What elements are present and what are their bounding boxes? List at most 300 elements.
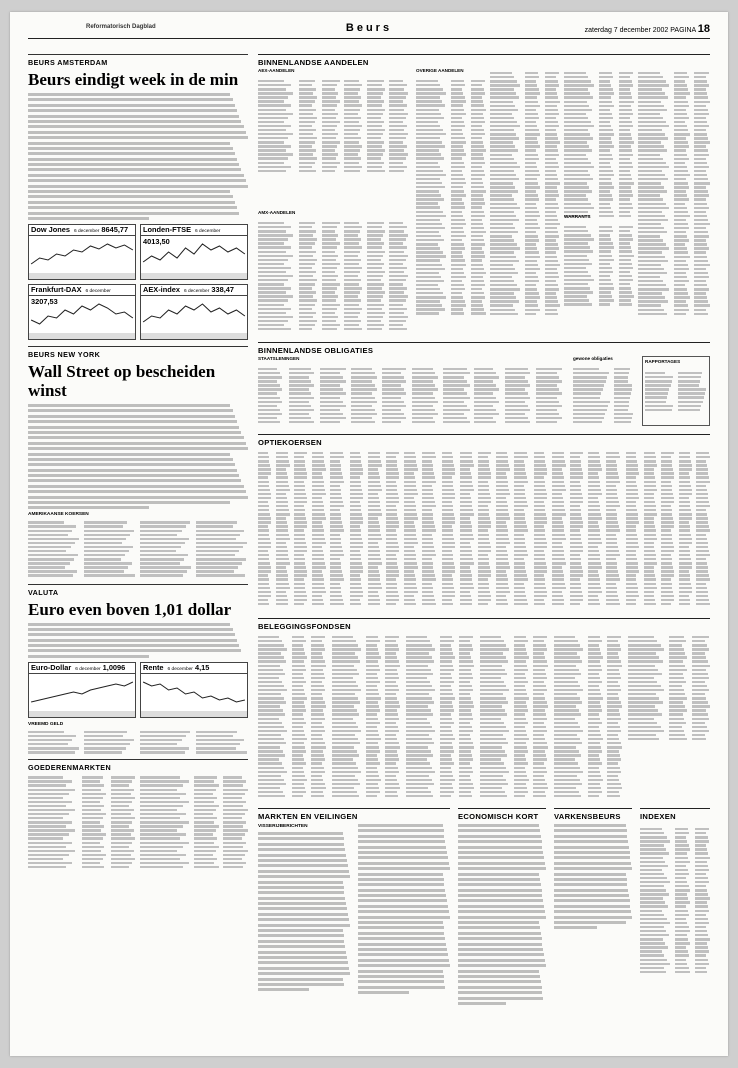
table-cell [545,125,559,127]
table-cell [533,705,548,707]
table-cell [460,476,472,478]
table-cell [525,203,536,205]
table-cell [111,805,129,807]
table-cell [386,570,399,572]
table-cell [694,256,707,258]
table-cell [404,546,414,548]
table-cell [111,784,129,786]
table-cell [552,578,564,580]
table-cell [258,685,284,687]
table-cell [564,76,588,78]
table-cell [534,587,546,589]
table-cell [386,497,399,499]
table-cell [404,562,417,564]
table-cell [258,283,284,285]
table-cell [111,862,132,864]
table-cell [694,227,706,229]
table-cell [490,105,515,107]
table-cell [490,235,512,237]
table-cell [442,529,453,531]
table-cell [619,246,632,248]
table-cell [471,182,484,184]
table-cell [638,174,665,176]
table-cell [679,578,690,580]
table-cell [514,665,527,667]
table-cell [459,669,471,671]
table-cell [471,100,484,102]
table-cell [478,546,491,548]
amx-aandelen-label: AMX-AANDELEN [258,210,296,215]
table-cell [406,750,431,752]
table-cell [628,660,663,662]
table-cell [82,850,101,852]
table-cell [422,472,434,474]
table-cell [194,833,213,835]
table-cell [607,775,618,777]
table-cell [606,566,617,568]
table-cell [640,971,666,973]
chart-londen-ftse: Londen-FTSE 6 december 4013,50 [140,224,248,280]
table-cell [299,246,312,248]
rapportages-title: RAPPORTAGES [645,359,681,364]
table-cell [299,104,312,106]
table-cell [258,558,269,560]
table-cell [694,284,707,286]
table-cell [545,76,557,78]
table-cell [694,211,706,213]
fondsen-table-2 [332,636,400,799]
table-cell [406,673,433,675]
table-cell [312,481,324,483]
table-cell [389,157,405,159]
table-cell [696,538,706,540]
vreemd-geld-title: VREEMD GELD [28,721,64,727]
text-line [258,978,343,981]
table-cell [451,251,462,253]
table-cell [422,587,433,589]
table-cell [351,384,375,386]
table-cell [638,80,666,82]
table-cell [628,693,656,695]
table-cell [694,149,708,151]
table-cell [525,235,538,237]
market-charts [28,224,248,340]
table-cell [367,109,385,111]
table-cell [404,525,415,527]
table-cell [385,693,396,695]
table-cell [330,468,341,470]
table-cell [480,730,509,732]
table-cell [332,652,355,654]
table-cell [460,554,472,556]
table-cell [223,776,242,778]
table-cell [258,129,286,131]
table-cell [389,80,403,82]
table-cell [606,538,617,540]
table-cell [140,784,183,786]
table-cell [258,497,271,499]
table-cell [294,489,305,491]
table-cell [599,158,613,160]
table-cell [674,304,688,306]
table-cell [344,283,359,285]
text-line [358,980,444,983]
table-cell [564,84,594,86]
table-cell [84,525,123,527]
table-cell [276,472,287,474]
table-cell [404,570,414,572]
table-cell [695,832,707,834]
table-cell [496,509,508,511]
table-cell [534,497,547,499]
table-cell [440,726,451,728]
section-binnenlandse-obligaties: BINNENLANDSE OBLIGATIES [258,342,710,355]
table-cell [588,570,598,572]
table-cell [554,791,579,793]
table-cell [679,529,690,531]
rapportages-table [643,370,709,415]
table-cell [564,182,587,184]
table-cell [367,271,385,273]
table-cell [619,207,633,209]
table-cell [628,636,654,638]
table-cell [640,893,669,895]
table-cell [674,178,686,180]
table-cell [588,775,601,777]
table-cell [525,243,536,245]
table-cell [619,263,632,265]
table-cell [111,801,132,803]
table-cell [294,554,304,556]
table-cell [344,271,360,273]
table-cell [289,417,311,419]
table-cell [619,198,631,200]
table-cell [640,934,669,936]
table-cell [292,750,306,752]
table-cell [661,501,674,503]
table-cell [368,501,380,503]
text-line [458,905,544,908]
table-cell [344,308,362,310]
table-cell [84,558,121,560]
table-cell [638,170,662,172]
text-line [258,983,344,986]
table-cell [276,599,288,601]
table-cell [638,109,667,111]
table-cell [599,194,612,196]
table-cell [545,113,560,115]
table-cell [406,689,435,691]
table-cell [640,926,664,928]
table-cell [406,746,428,748]
table-cell [696,509,706,511]
table-cell [694,194,709,196]
table-cell [330,550,343,552]
table-cell [694,300,708,302]
table-cell [545,211,556,213]
table-cell [644,574,655,576]
table-cell [679,468,692,470]
table-cell [607,742,621,744]
table-cell [223,846,243,848]
table-cell [196,743,240,745]
table-cell [480,787,502,789]
table-cell [366,758,378,760]
table-cell [404,485,416,487]
table-cell [258,92,293,94]
table-cell [490,304,513,306]
table-cell [638,96,668,98]
text-line [28,404,230,407]
table-cell [276,452,288,454]
table-cell [599,299,614,301]
table-cell [694,264,710,266]
table-cell [474,368,493,370]
table-cell [366,685,377,687]
table-cell [640,942,665,944]
table-cell [619,182,634,184]
text-line [28,447,248,450]
table-cell [564,186,589,188]
table-cell [422,562,433,564]
table-cell [478,509,489,511]
table-cell [695,857,710,859]
table-cell [638,186,664,188]
table-cell [389,251,404,253]
table-cell [474,384,496,386]
table-cell [82,789,101,791]
table-cell [525,149,536,151]
table-cell [82,862,100,864]
table-cell [478,574,491,576]
table-cell [386,525,399,527]
table-cell [674,264,688,266]
table-cell [626,485,637,487]
table-cell [564,125,594,127]
table-cell [471,235,483,237]
table-cell [312,456,324,458]
table-cell [258,583,269,585]
text-line [28,415,235,418]
table-cell [223,850,248,852]
table-cell [552,603,564,605]
table-cell [514,481,528,483]
table-cell [366,656,381,658]
table-cell [545,227,557,229]
table-cell [350,570,363,572]
table-cell [422,603,436,605]
table-cell [525,260,537,262]
table-cell [661,460,671,462]
table-cell [443,384,469,386]
table-cell [389,287,406,289]
table-cell [368,476,380,478]
table-cell [514,689,526,691]
table-cell [389,283,403,285]
table-cell [626,599,636,601]
table-cell [474,409,496,411]
table-cell [514,468,525,470]
table-cell [514,673,525,675]
table-cell [440,758,452,760]
table-cell [406,730,435,732]
table-cell [619,203,632,205]
table-cell [194,825,219,827]
table-cell [28,813,69,815]
table-cell [554,652,577,654]
table-cell [332,705,354,707]
text-line [358,905,448,908]
table-cell [258,392,277,394]
table-cell [599,267,612,269]
table-cell [480,750,505,752]
table-cell [292,738,307,740]
table-cell [406,644,432,646]
table-cell [350,546,363,548]
table-cell [490,149,518,151]
table-cell [514,767,525,769]
table-cell [692,669,706,671]
table-cell [312,546,322,548]
table-cell [294,485,305,487]
table-cell [694,113,709,115]
text-line [458,856,544,859]
table-cell [554,742,582,744]
table-cell [471,219,482,221]
table-cell [533,730,547,732]
table-cell [573,401,610,403]
table-cell [533,738,545,740]
table-cell [606,595,618,597]
table-cell [385,713,398,715]
table-cell [696,550,709,552]
table-cell [386,472,399,474]
table-cell [669,705,685,707]
table-cell [443,397,469,399]
table-cell [299,238,317,240]
table-cell [628,669,658,671]
table-cell [694,117,706,119]
table-cell [490,194,512,196]
table-cell [28,837,63,839]
table-cell [406,636,427,638]
table-cell [440,713,451,715]
table-cell [570,570,583,572]
table-cell [679,562,692,564]
table-cell [451,312,464,314]
table-cell [545,133,558,135]
text-line [554,851,630,854]
table-cell [669,644,682,646]
table-cell [350,542,363,544]
table-cell [299,299,317,301]
table-cell [614,376,628,378]
table-cell [258,421,280,423]
table-cell [28,550,66,552]
table-cell [28,784,66,786]
table-cell [679,505,690,507]
table-cell [82,821,100,823]
table-cell [311,771,325,773]
table-cell [330,595,342,597]
table-cell [480,701,508,703]
table-cell [312,489,325,491]
table-cell [258,738,284,740]
table-cell [368,570,379,572]
table-cell [640,914,664,916]
table-cell [552,468,562,470]
table-cell [478,472,491,474]
table-cell [599,109,610,111]
table-cell [471,272,486,274]
table-cell [344,109,360,111]
table-cell [490,113,512,115]
table-cell [385,718,399,720]
table-cell [692,701,709,703]
table-cell [525,76,539,78]
table-cell [258,550,268,552]
table-cell [194,842,214,844]
table-cell [669,636,684,638]
table-cell [675,905,686,907]
table-cell [258,677,279,679]
table-cell [480,705,502,707]
table-cell [626,529,636,531]
table-cell [258,409,280,411]
table-cell [514,652,527,654]
table-cell [299,96,317,98]
table-cell [84,542,122,544]
table-cell [386,493,398,495]
table-cell [570,452,583,454]
table-cell [588,558,600,560]
table-cell [607,685,620,687]
table-cell [312,525,323,527]
table-cell [661,452,674,454]
table-cell [674,117,689,119]
table-cell [628,701,663,703]
table-cell [294,521,307,523]
table-cell [276,525,288,527]
table-cell [292,746,305,748]
table-cell [322,113,339,115]
table-cell [694,239,706,241]
table-cell [311,640,322,642]
table-cell [694,84,709,86]
table-cell [82,825,104,827]
table-cell [276,505,288,507]
table-cell [471,296,485,298]
table-cell [440,669,454,671]
text-line [554,899,630,902]
table-cell [628,713,662,715]
table-cell [311,636,325,638]
table-cell [312,538,325,540]
table-cell [460,550,472,552]
aex-aandelen-label: AEX-AANDELEN [258,68,295,73]
text-line [458,840,542,843]
table-cell [330,489,341,491]
table-cell [460,509,473,511]
table-cell [386,485,397,487]
table-cell [194,837,217,839]
table-cell [480,660,508,662]
table-cell [351,368,372,370]
table-cell [294,464,305,466]
text-line [28,436,244,439]
table-cell [554,660,582,662]
table-cell [440,787,453,789]
